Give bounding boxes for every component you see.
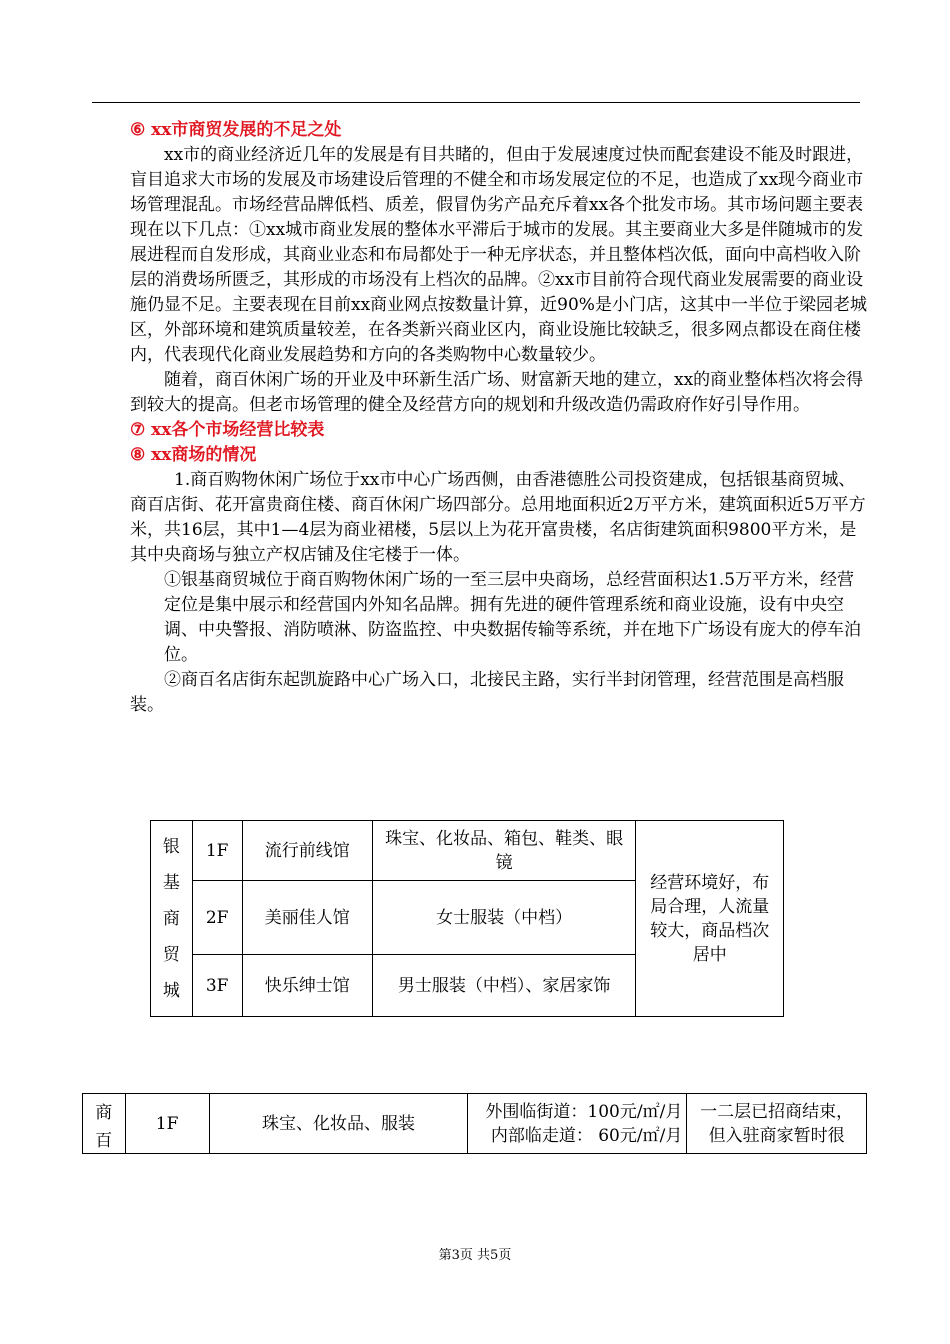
section8-paragraph-1: 1.商百购物休闲广场位于xx市中心广场西侧，由香港德胜公司投资建成，包括银基商贸城、商百店街、花开富贵商住楼、商百休闲广场四部分。总用地面积近2万平方米，建筑面积近5万平方米，共16层，其中1—4层为商业裙楼，5层以上为花开富贵楼，名店街建筑面积9800平方米，是其中央商场与独立产权店铺及住宅楼于一体。 [130, 470, 866, 565]
status-cell [687, 1094, 867, 1154]
mall-floor-table [150, 820, 784, 1017]
goods-cell: 男士服装（中档）、家居家饰 [372, 955, 636, 1017]
mall-name-char: 商 [95, 1102, 113, 1123]
floor-cell: 2F [192, 881, 242, 955]
mall-name-char: 商 [162, 908, 180, 929]
mall-name-char: 城 [162, 980, 180, 1001]
hall-cell: 快乐绅士馆 [242, 955, 372, 1017]
floor-cell: 1F [192, 821, 242, 881]
floor-cell: 1F [125, 1094, 209, 1154]
page-number: 第3页 共5页 [438, 1248, 512, 1263]
mall-name-char: 贸 [162, 944, 180, 965]
shangbai-table [82, 1093, 867, 1154]
document-body [130, 118, 870, 718]
rent-line: 内部临走道： 60元/㎡/月 [490, 1125, 683, 1146]
mall-name-char: 基 [162, 872, 180, 893]
mall-name-cell [151, 821, 193, 1017]
header-rule [92, 102, 860, 103]
rent-cell [468, 1094, 687, 1154]
section8-item-2: ②商百名店街东起凯旋路中心广场入口，北接民主路，实行半封闭管理，经营范围是高档服装。 [130, 670, 844, 715]
rent-line: 外围临街道：100元/㎡/月 [485, 1101, 683, 1122]
hall-cell: 流行前线馆 [242, 821, 372, 881]
hall-cell: 美丽佳人馆 [242, 881, 372, 955]
section6-paragraph-1: xx市的商业经济近几年的发展是有目共睹的，但由于发展速度过快而配套建设不能及时跟进，盲目追求大市场的发展及市场建设后管理的不健全和市场发展定位的不足，也造成了xx现今商业市场管理混乱。市场经营品牌低档、质差，假冒伪劣产品充斥着xx各个批发市场。其市场问题主要表现在以下几点：①xx城市商业发展的整体水平滞后于城市的发展。其主要商业大多是伴随城市的发展进程而自发形成，其商业业态和布局都处于一种无序状态，并且整体档次低，面向中高档收入阶层的消费场所匮乏，其形成的市场没有上档次的品牌。②xx市目前符合现代商业发展需要的商业设施仍显不足。主要表现在目前xx商业网点按数量计算，近90%是小门店，这其中一半位于梁园老城区，外部环境和建筑质量较差，在各类新兴商业区内，商业设施比较缺乏，很多网点都设在商住楼内，代表现代化商业发展趋势和方向的各类购物中心数量较少。 [130, 145, 867, 365]
section6-paragraph-2: 随着，商百休闲广场的开业及中环新生活广场、财富新天地的建立，xx的商业整体档次将会得到较大的提高。但老市场管理的健全及经营方向的规划和升级改造仍需政府作好引导作用。 [130, 370, 864, 415]
floor-cell: 3F [192, 955, 242, 1017]
mall-name-char: 百 [95, 1130, 113, 1149]
mall-name-char: 银 [162, 836, 180, 857]
goods-cell: 珠宝、化妆品、服装 [209, 1094, 468, 1154]
status-line: 但入驻商家暂时很 [708, 1125, 845, 1146]
goods-cell: 珠宝、化妆品、箱包、鞋类、眼镜 [372, 821, 636, 881]
section-heading-8: ⑧ xx商场的情况 [130, 445, 257, 465]
remark-cell: 经营环境好，布局合理，人流量较大，商品档次居中 [636, 821, 784, 1017]
goods-cell: 女士服装（中档） [372, 881, 636, 955]
status-line: 一二层已招商结束， [700, 1101, 854, 1122]
section8-item-1: ①银基商贸城位于商百购物休闲广场的一至三层中央商场，总经营面积达1.5万平方米，经营定位是集中展示和经营国内外知名品牌。拥有先进的硬件管理系统和商业设施，设有中央空调、中央警报、消防喷淋、防盗监控、中央数据传输等系统，并在地下广场设有庞大的停车泊位。 [164, 570, 861, 665]
section-heading-6: ⑥ xx市商贸发展的不足之处 [130, 120, 342, 140]
section-heading-7: ⑦ xx各个市场经营比较表 [130, 420, 325, 440]
mall-name-cell [83, 1094, 126, 1154]
